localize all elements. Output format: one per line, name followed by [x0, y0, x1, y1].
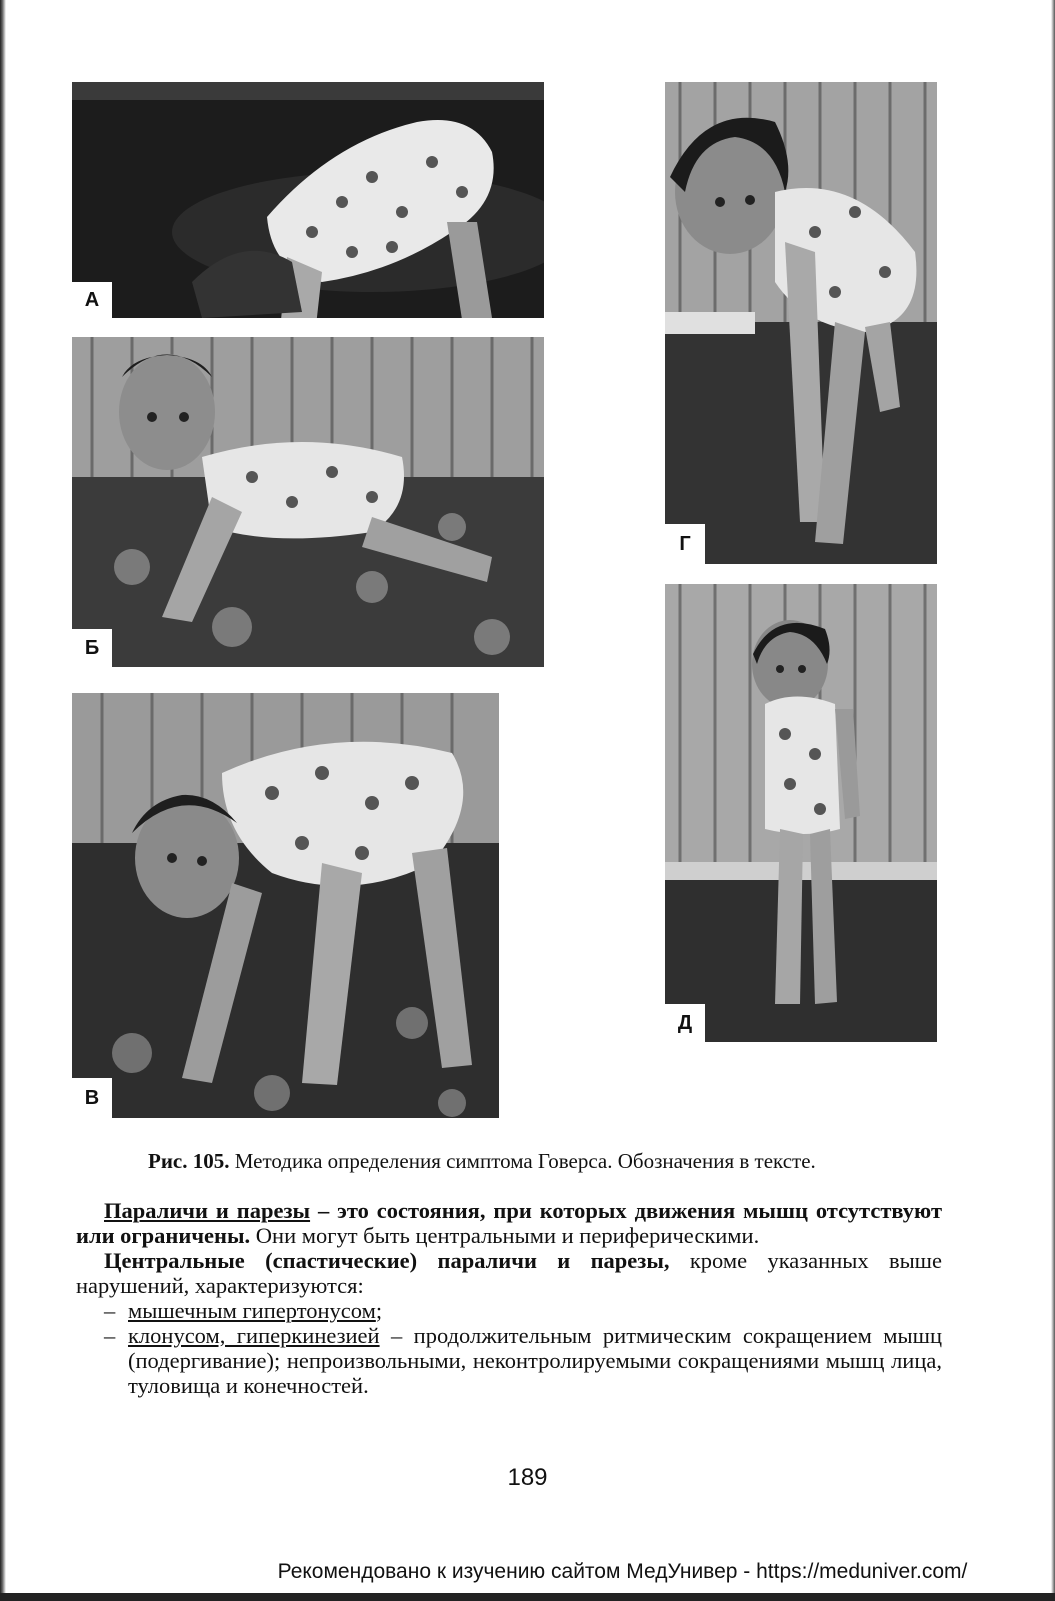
list-dash: – [104, 1323, 116, 1348]
photo-label-g: Г [665, 524, 705, 564]
definition-rest: Они могут быть центральными и периферическими. [250, 1223, 760, 1248]
photo-label-b: Б [72, 629, 112, 667]
body-text [76, 1198, 942, 1398]
central-paralysis-rest: кроме указанных выше нарушений, характеризуются: [76, 1248, 942, 1298]
list-dash: – [104, 1298, 116, 1323]
figure-caption [148, 1148, 948, 1174]
term-central-paralysis: Центральные (спастические) параличи и парезы, [104, 1248, 670, 1273]
footer-recommendation: Рекомендовано к изучению сайтом МедУнивер - https://meduniver.com/ [277, 1560, 968, 1583]
figure-caption-label: Рис. 105. [148, 1149, 230, 1173]
figure-caption-text: Методика определения симптома Говерса. Обозначения в тексте. [229, 1149, 816, 1173]
photo-label-v: В [72, 1078, 112, 1118]
photo-v [72, 693, 499, 1118]
list-item [76, 1298, 942, 1323]
item1-rest: ; [375, 1298, 383, 1323]
child-crawling-on-carpet-icon [72, 337, 544, 667]
photo-label-d: Д [665, 1004, 705, 1042]
paragraph-paralysis-definition [76, 1198, 942, 1248]
item2-rest: – продолжительным ритмическим сокращением мышц (подергивание); непроизвольными, неконтролируемыми сокращениями мышц лица, туловища и конечностей. [128, 1323, 942, 1398]
scan-edge-bottom [0, 1593, 1055, 1601]
photo-b [72, 337, 544, 667]
term-clonus: клонусом, гиперкинезией [128, 1323, 380, 1348]
term-hypertonus: мышечным гипертонусом [128, 1298, 376, 1323]
photo-d [665, 584, 937, 1042]
definition-bold: – это состояния, при которых движения мышц отсутствуют или ограничены. [76, 1198, 942, 1248]
child-bending-hands-on-floor-icon [72, 693, 499, 1118]
photo-a [72, 82, 544, 318]
list-item [76, 1323, 942, 1398]
term-paralysis: Параличи и парезы [104, 1198, 311, 1223]
scan-edge-right [1051, 0, 1055, 1601]
photo-label-a: А [72, 282, 112, 318]
page-number: 189 [507, 1464, 548, 1491]
paragraph-central-paralysis [76, 1248, 942, 1298]
child-pushing-on-knees-icon [665, 82, 937, 564]
scan-edge-left [0, 0, 6, 1601]
child-on-all-fours-icon [72, 82, 544, 318]
child-standing-upright-icon [665, 584, 937, 1042]
photo-g [665, 82, 937, 564]
symptom-list [76, 1298, 942, 1398]
